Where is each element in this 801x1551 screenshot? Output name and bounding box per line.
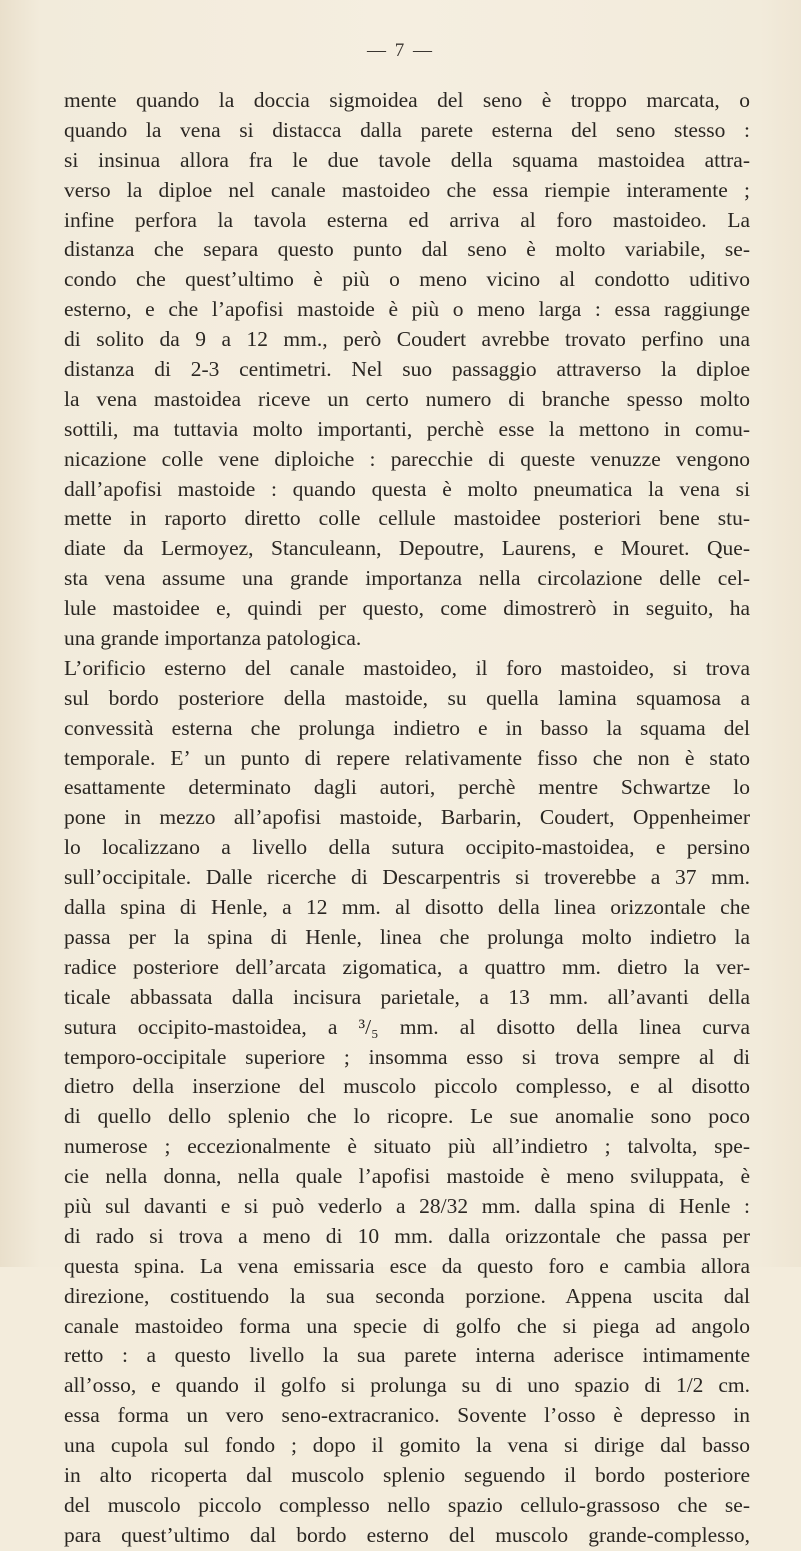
text-line: una grande importanza patologica.	[64, 626, 362, 651]
text-line: temporale. E’ un punto di repere relativamente fisso che non è stato	[64, 745, 750, 770]
text-line: di rado si trova a meno di 10 mm. dalla orizzontale che passa per	[64, 1223, 750, 1248]
text-line: L’orificio esterno del canale mastoideo, il foro mastoideo, si trova	[64, 655, 750, 680]
text-line: lule mastoidee e, quindi per questo, come dimostrerò in seguito, ha	[64, 596, 750, 621]
text-line: sottili, ma tuttavia molto importanti, perchè esse la mettono in comu-	[64, 416, 750, 441]
text-line: esterno, e che l’apofisi mastoide è più o meno larga : essa raggiunge	[64, 297, 750, 322]
text-line: dall’apofisi mastoide : quando questa è molto pneumatica la vena si	[64, 476, 750, 501]
text-line: sta vena assume una grande importanza nella circolazione delle cel-	[64, 566, 750, 591]
text-line: del muscolo piccolo complesso nello spazio cellulo-grassoso che se-	[64, 1492, 750, 1517]
text-line: essa forma un vero seno-extracranico. Sovente l’osso è depresso in	[64, 1403, 750, 1428]
text-line: questa spina. La vena emissaria esce da questo foro e cambia allora	[64, 1253, 750, 1278]
text-line: para quest’ultimo dal bordo esterno del muscolo grande-complesso,	[64, 1522, 750, 1547]
text-line: passa per la spina di Henle, linea che prolunga molto indietro la	[64, 924, 750, 949]
page-number: — 7 —	[367, 40, 434, 61]
text-line: diate da Lermoyez, Stanculeann, Depoutre, Laurens, e Mouret. Que-	[64, 536, 750, 561]
text-line: dalla spina di Henle, a 12 mm. al disotto della linea orizzontale che	[64, 895, 750, 920]
text-line: nicazione colle vene diploiche : parecchie di queste venuzze vengono	[64, 446, 750, 471]
text-line: verso la diploe nel canale mastoideo che essa riempie interamente ;	[64, 177, 750, 202]
text-line: infine perfora la tavola esterna ed arriva al foro mastoideo. La	[64, 207, 750, 232]
text-line: numerose ; eccezionalmente è situato più all’indietro ; talvolta, spe-	[64, 1134, 750, 1159]
body-text	[64, 86, 750, 1551]
text-line: distanza che separa questo punto dal seno è molto variabile, se-	[64, 237, 750, 262]
text-line: canale mastoideo forma una specie di golfo che si piega ad angolo	[64, 1313, 750, 1338]
text-line: convessità esterna che prolunga indietro e in basso la squama del	[64, 715, 750, 740]
text-line: la vena mastoidea riceve un certo numero di branche spesso molto	[64, 386, 750, 411]
text-line: dietro della inserzione del muscolo piccolo complesso, e al disotto	[64, 1074, 750, 1099]
text-line: temporo-occipitale superiore ; insomma esso si trova sempre al di	[64, 1044, 750, 1069]
text-line: una cupola sul fondo ; dopo il gomito la vena si dirige dal basso	[64, 1433, 750, 1458]
text-line: quando la vena si distacca dalla parete esterna del seno stesso :	[64, 117, 750, 142]
text-line: si insinua allora fra le due tavole della squama mastoidea attra-	[64, 147, 750, 172]
text-line: più sul davanti e si può vederlo a 28/32 mm. dalla spina di Henle :	[64, 1193, 750, 1218]
text-line: di solito da 9 a 12 mm., però Coudert avrebbe trovato perfino una	[64, 327, 750, 352]
text-line: ticale abbassata dalla incisura parietale, a 13 mm. all’avanti della	[64, 984, 750, 1009]
text-line: lo localizzano a livello della sutura occipito-mastoidea, e persino	[64, 835, 750, 860]
text-line: sull’occipitale. Dalle ricerche di Descarpentris si troverebbe a 37 mm.	[64, 865, 750, 890]
text-line: direzione, costituendo la sua seconda porzione. Appena uscita dal	[64, 1283, 750, 1308]
text-line: esattamente determinato dagli autori, perchè mentre Schwartze lo	[64, 775, 750, 800]
text-line: in alto ricoperta dal muscolo splenio seguendo il bordo posteriore	[64, 1462, 750, 1487]
text-line: radice posteriore dell’arcata zigomatica, a quattro mm. dietro la ver-	[64, 954, 750, 979]
text-line: retto : a questo livello la sua parete interna aderisce intimamente	[64, 1343, 750, 1368]
text-line: condo che quest’ultimo è più o meno vicino al condotto uditivo	[64, 267, 750, 292]
text-line: sul bordo posteriore della mastoide, su quella lamina squamosa a	[64, 685, 750, 710]
text-line: mente quando la doccia sigmoidea del seno è troppo marcata, o	[64, 88, 750, 112]
text-line: cie nella donna, nella quale l’apofisi mastoide è meno sviluppata, è	[64, 1164, 750, 1189]
text-line: all’osso, e quando il golfo si prolunga su di uno spazio di 1/2 cm.	[64, 1373, 750, 1398]
text-line: mette in raporto diretto colle cellule mastoidee posteriori bene stu-	[64, 506, 750, 531]
text-line: distanza di 2-3 centimetri. Nel suo passaggio attraverso la diploe	[64, 357, 750, 382]
text-line: di quello dello splenio che lo ricopre. Le sue anomalie sono poco	[64, 1104, 750, 1129]
text-line: sutura occipito-mastoidea, a ³/₅ mm. al disotto della linea curva	[64, 1014, 750, 1039]
text-line: pone in mezzo all’apofisi mastoide, Barbarin, Coudert, Oppenheimer	[64, 805, 750, 830]
